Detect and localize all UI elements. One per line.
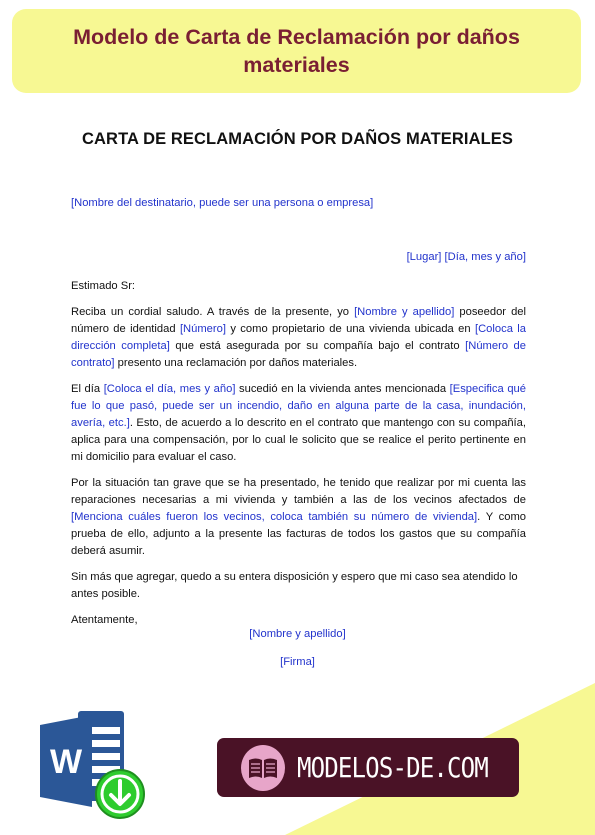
header-banner — [12, 9, 581, 93]
text-run: presento una reclamación por daños materiales. — [114, 357, 358, 369]
letter-body — [71, 278, 526, 638]
contract-number-placeholder: [Número de contrato] — [71, 340, 527, 369]
greeting: Estimado Sr: — [71, 280, 136, 292]
place-date-line — [407, 251, 526, 263]
page-title: Modelo de Carta de Reclamación por daños materiales — [73, 25, 520, 77]
paragraph-1 — [71, 304, 526, 372]
signature-name-placeholder: [Nombre y apellido] — [249, 628, 346, 640]
text-run: Por la situación tan grave que se ha presentado, he tenido que realizar por mi cuenta las reparaciones necesarias a mi vivienda y también a las de los vecinos afectados de — [71, 477, 526, 506]
name-placeholder: [Nombre y apellido] — [354, 306, 455, 318]
place-placeholder: [Lugar] — [406, 251, 442, 263]
neighbors-placeholder: [Menciona cuáles fueron los vecinos, coloca también su número de vivienda] — [71, 511, 478, 523]
text-run: y como propietario de una vivienda ubicada en — [225, 323, 475, 335]
text-run: . Esto, de acuerdo a lo descrito en el contrato que mantengo con su compañía, aplica para una compensación, por lo cual le solicito que se realice el perito pertinente en mi domicilio para evaluar el caso. — [71, 417, 527, 463]
brand-text: MODELOS-DE.COM — [296, 751, 488, 784]
text-run: que está asegurada por su compañía bajo el contrato — [169, 340, 466, 352]
open-book-icon — [241, 745, 285, 791]
letter-heading: CARTA DE RECLAMACIÓN POR DAÑOS MATERIALES — [82, 130, 513, 148]
paragraph-3 — [71, 475, 526, 560]
text-run: sucedió en la vivienda antes mencionada — [235, 383, 450, 395]
text-run: Reciba un cordial saludo. A través de la presente, yo — [71, 306, 355, 318]
paragraph-4: Sin más que agregar, quedo a su entera disposición y espero que mi caso sea atendido lo antes posible. — [71, 571, 518, 600]
text-run: poseedor del número de identidad — [71, 306, 526, 335]
recipient-placeholder: [Nombre del destinatario, puede ser una persona o empresa] — [71, 197, 374, 209]
date-placeholder: [Día, mes y año] — [444, 251, 526, 263]
address-placeholder: [Coloca la dirección completa] — [71, 323, 527, 352]
brand-badge[interactable] — [217, 738, 519, 797]
text-run: El día — [71, 383, 104, 395]
word-document-download-icon[interactable] — [40, 707, 150, 825]
text-run: . Y como prueba de ello, adjunto a la presente las facturas de todos los gastos que su compañía deberá asumir. — [71, 511, 526, 557]
signature-placeholder: [Firma] — [280, 656, 315, 668]
date-event-placeholder: [Coloca el día, mes y año] — [103, 383, 236, 395]
word-letter: W — [49, 743, 83, 781]
paragraph-2 — [71, 381, 526, 466]
closing: Atentamente, — [71, 614, 138, 626]
id-number-placeholder: [Número] — [179, 323, 226, 335]
incident-description-placeholder: [Especifica qué fue lo que pasó, puede ser un incendio, daño en alguna parte de la casa, inundación, avería, etc.] — [71, 383, 526, 429]
